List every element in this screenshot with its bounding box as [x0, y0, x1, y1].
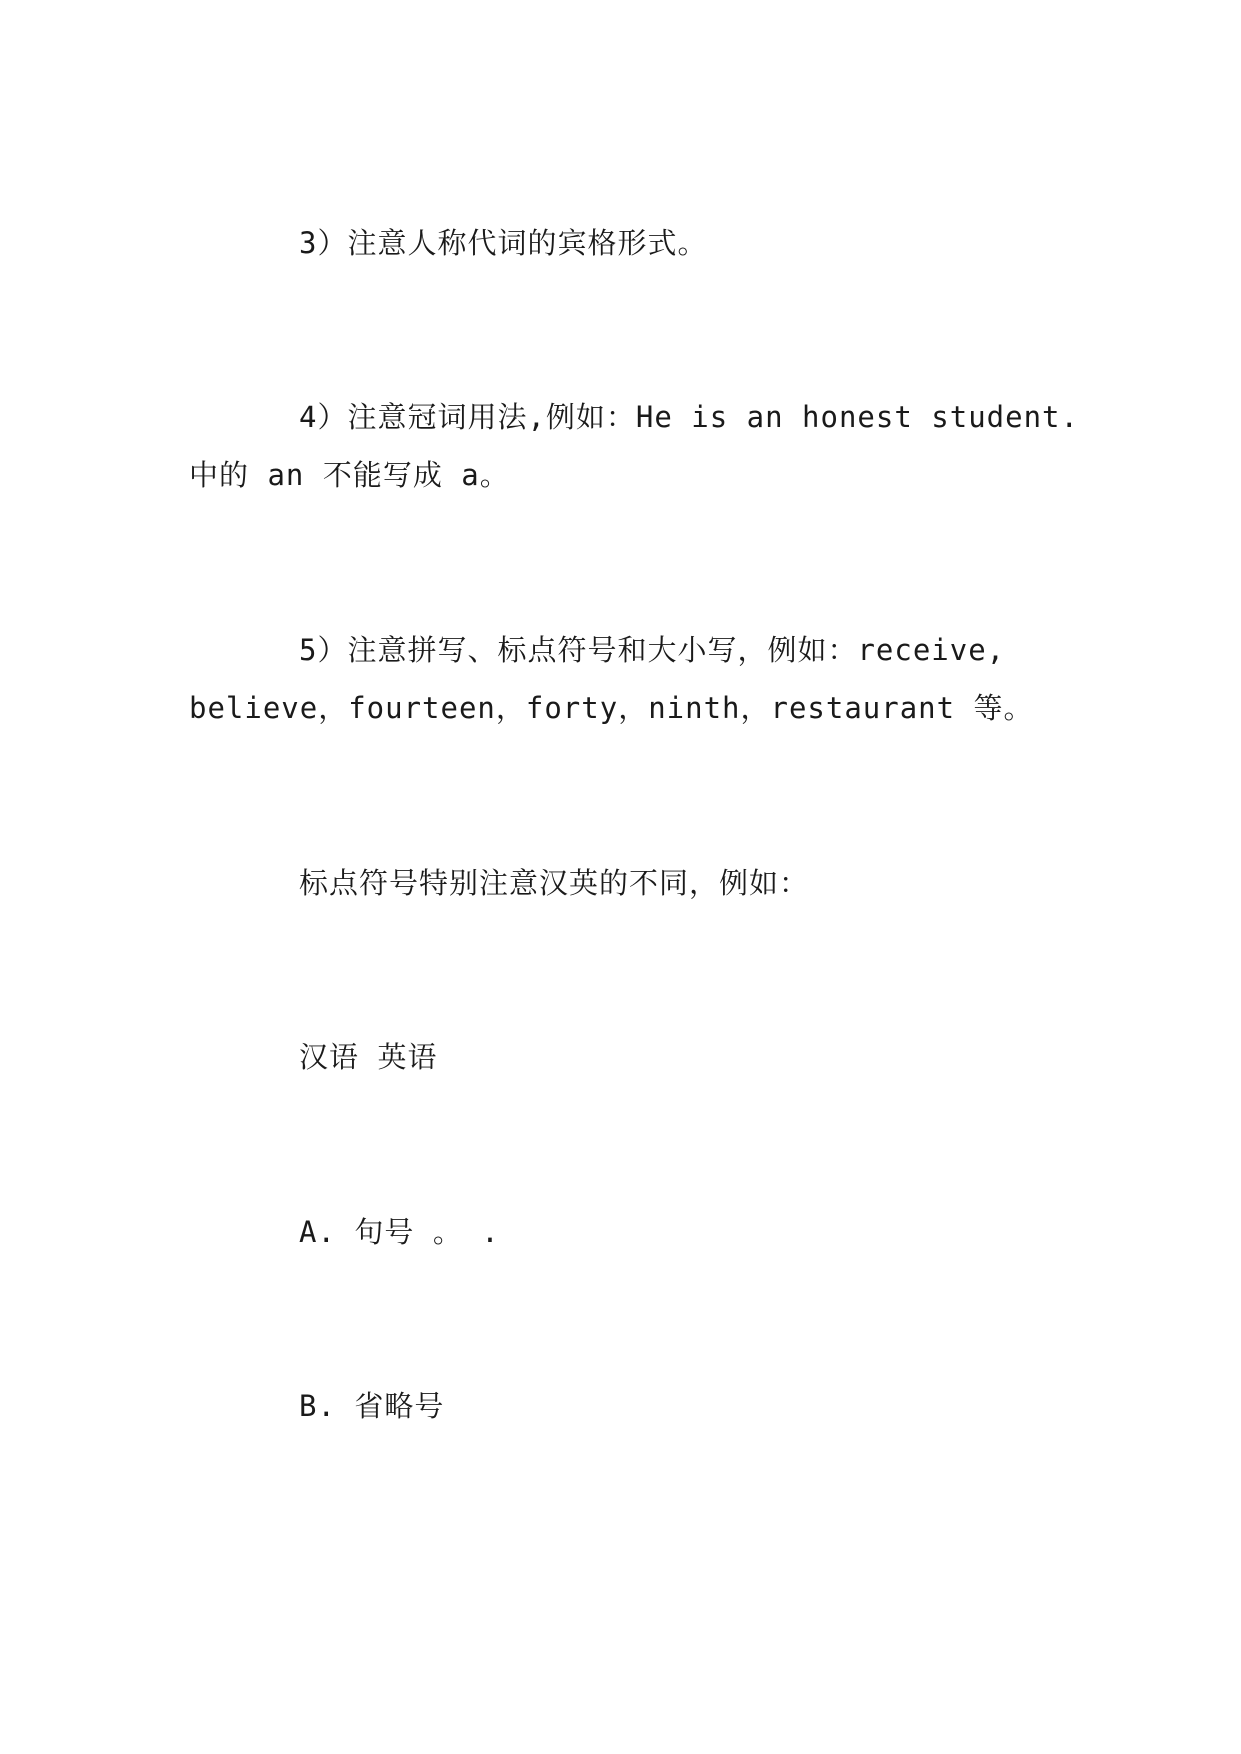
paragraph-spelling-punctuation: 5）注意拼写、标点符号和大小写，例如：receive, — [299, 633, 1006, 667]
item-period: A. 句号 。 . — [299, 1215, 500, 1249]
paragraph-pronoun-objective-case: 3）注意人称代词的宾格形式。 — [299, 226, 708, 260]
item-ellipsis: B. 省略号 — [299, 1389, 445, 1423]
column-headings: 汉语 英语 — [299, 1040, 438, 1074]
paragraph-punctuation-note: 标点符号特别注意汉英的不同，例如： — [299, 866, 810, 900]
paragraph-spelling-examples: believe，fourteen，forty，ninth，restaurant 等。 — [189, 691, 1034, 725]
paragraph-article-usage-continued: 中的 an 不能写成 a。 — [189, 458, 510, 492]
paragraph-article-usage: 4）注意冠词用法,例如：He is an honest student. — [299, 400, 1079, 434]
